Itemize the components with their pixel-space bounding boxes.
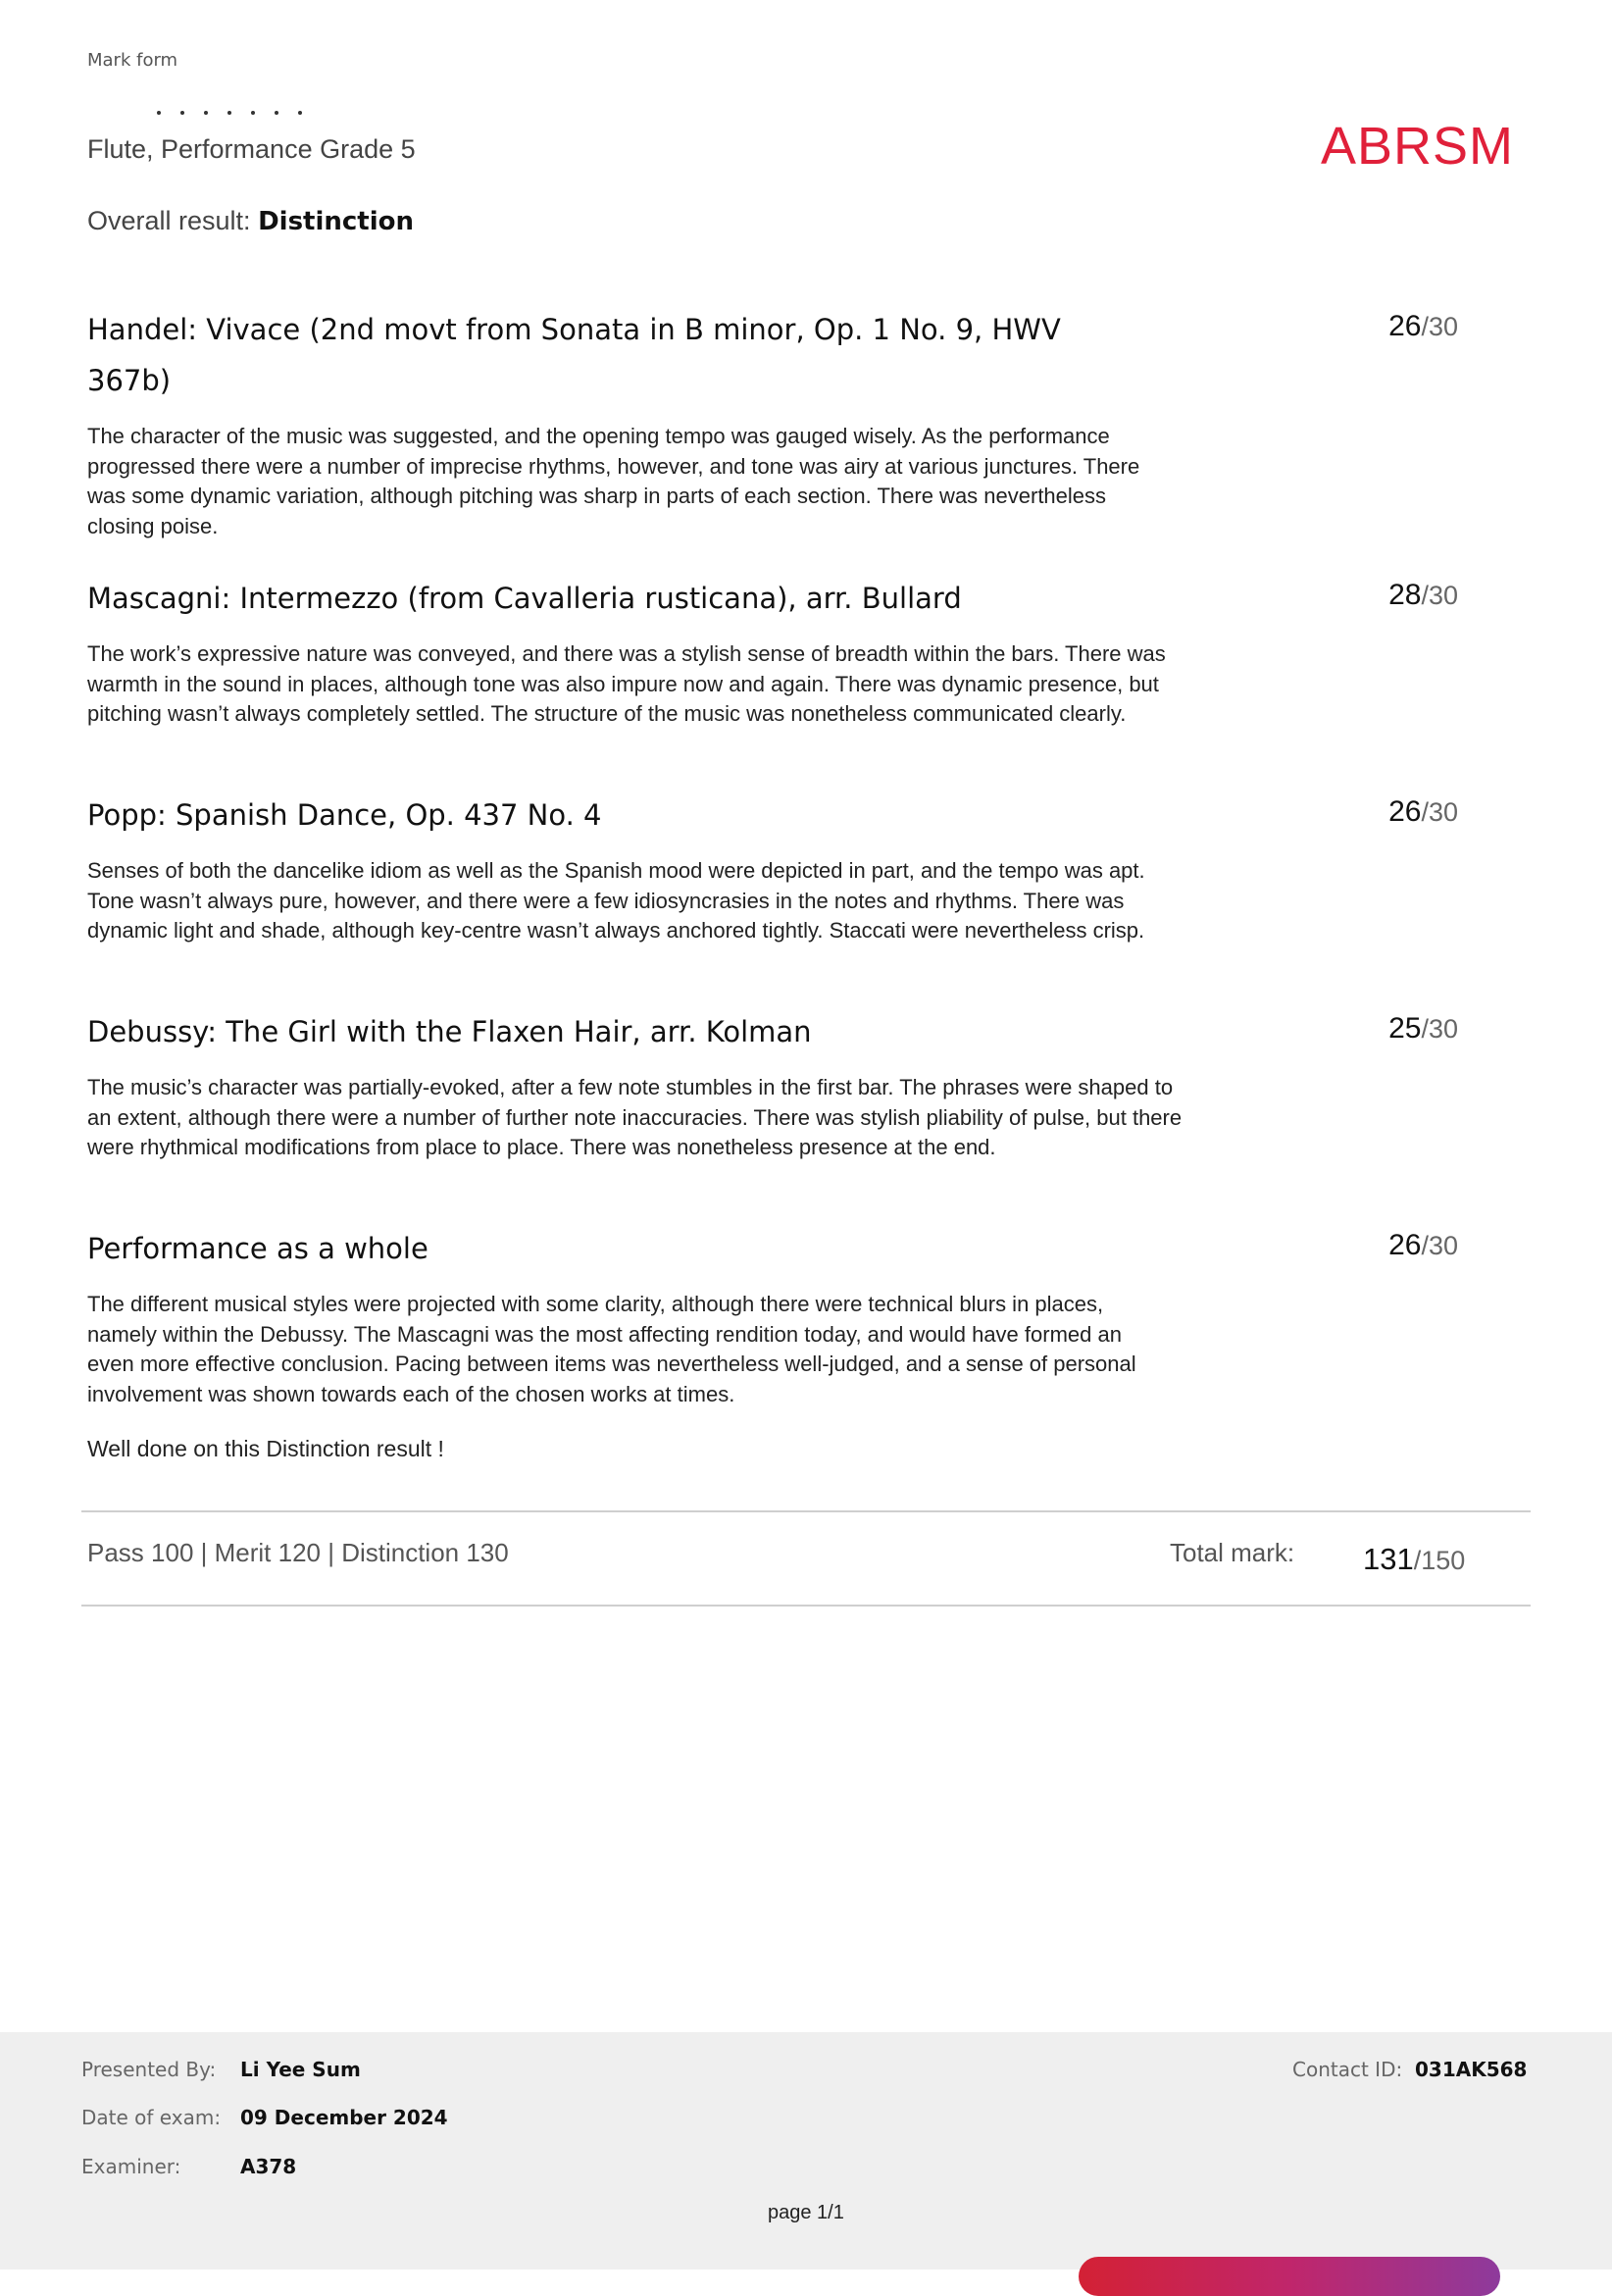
score-max: /30 [1421, 581, 1458, 610]
score-value: 26 [1388, 310, 1422, 342]
score-max: /30 [1421, 797, 1458, 827]
score-value: 25 [1388, 1012, 1422, 1045]
redacted-candidate-name [157, 101, 363, 119]
presented-by-value: Li Yee Sum [240, 2058, 361, 2081]
score-value: 28 [1388, 579, 1422, 611]
grade-thresholds: Pass 100 | Merit 120 | Distinction 130 [87, 1538, 509, 1567]
closing-remark: Well done on this Distinction result ! [87, 1436, 444, 1461]
piece-score [1388, 579, 1458, 612]
overall-result-label: Overall result: [87, 206, 251, 235]
divider-top [81, 1510, 1531, 1512]
piece-section-popp [87, 790, 1489, 946]
contact-id-value: 031AK568 [1415, 2058, 1528, 2081]
piece-comment: The different musical styles were projected with some clarity, although there were technical blurs in places, namely within the Debussy. The Mascagni was the most affecting rendition today, and would have formed an even more effective conclusion. Pacing between items was nevertheless well-judged, and a sense of personal involvement was shown towards each of the chosen works at times. [87, 1292, 1136, 1406]
total-mark [1363, 1542, 1465, 1577]
piece-section-debussy [87, 1006, 1489, 1163]
total-mark-value: 131 [1363, 1542, 1414, 1576]
exam-date-value: 09 December 2024 [240, 2106, 448, 2129]
piece-title: Handel: Vivace (2nd movt from Sonata in B minor, Op. 1 No. 9, HWV 367b) [87, 313, 1061, 397]
piece-comment: The character of the music was suggested, and the opening tempo was gauged wisely. As the performance progressed there were a number of imprecise rhythms, however, and tone was airy at various junctures. There was some dynamic variation, although pitching was sharp in parts of each section. There was nevertheless closing poise. [87, 424, 1140, 538]
score-max: /30 [1421, 1231, 1458, 1260]
piece-title: Performance as a whole [87, 1232, 428, 1265]
mark-form-label: Mark form [87, 50, 178, 71]
piece-score [1388, 310, 1458, 343]
piece-title: Mascagni: Intermezzo (from Cavalleria rusticana), arr. Bullard [87, 582, 962, 615]
presented-by-label: Presented By: [81, 2058, 217, 2081]
score-max: /30 [1421, 1014, 1458, 1044]
piece-score [1388, 795, 1458, 829]
piece-title: Debussy: The Girl with the Flaxen Hair, arr. Kolman [87, 1015, 812, 1048]
page-number: page 1/1 [768, 2202, 844, 2223]
floating-action-button[interactable] [1079, 2257, 1500, 2296]
piece-score [1388, 1012, 1458, 1046]
contact-id-label: Contact ID: [1292, 2058, 1403, 2081]
abrsm-logo: ABRSM [1321, 117, 1515, 176]
score-max: /30 [1421, 312, 1458, 341]
score-value: 26 [1388, 795, 1422, 828]
piece-score [1388, 1229, 1458, 1262]
piece-title: Popp: Spanish Dance, Op. 437 No. 4 [87, 798, 602, 832]
exam-date-label: Date of exam: [81, 2106, 222, 2129]
overall-result [87, 206, 414, 236]
total-mark-label: Total mark: [1170, 1538, 1295, 1567]
piece-section-mascagni [87, 573, 1489, 730]
piece-comment: The music’s character was partially-evoked, after a few note stumbles in the first bar. The phrases were shaped to an extent, although there were a number of further note inaccuracies. There was stylish pliability of pulse, but there were rhythmical modifications from place to place. There was nonetheless presence at the end. [87, 1075, 1183, 1159]
piece-comment: The work’s expressive nature was conveyed, and there was a stylish sense of breadth within the bars. There was warmth in the sound in places, although tone was also impure now and again. There was dynamic presence, but pitching wasn’t always completely settled. The structure of the music was nonetheless communicated clearly. [87, 641, 1166, 726]
score-value: 26 [1388, 1229, 1422, 1261]
total-mark-max: /150 [1413, 1546, 1466, 1575]
overall-result-value: Distinction [258, 207, 415, 236]
examiner-value: A378 [240, 2155, 297, 2178]
exam-subject: Flute, Performance Grade 5 [87, 134, 416, 164]
examiner-label: Examiner: [81, 2155, 181, 2178]
piece-comment: Senses of both the dancelike idiom as well as the Spanish mood were depicted in part, and the tempo was apt. Tone wasn’t always pure, however, and there were a few idiosyncrasies in the notes and rhythms. There was dynamic light and shade, although key-centre wasn’t always anchored tightly. Staccati were nevertheless crisp. [87, 858, 1145, 943]
piece-section-handel [87, 304, 1489, 541]
divider-bottom [81, 1605, 1531, 1607]
piece-section-overall-performance [87, 1223, 1489, 1409]
